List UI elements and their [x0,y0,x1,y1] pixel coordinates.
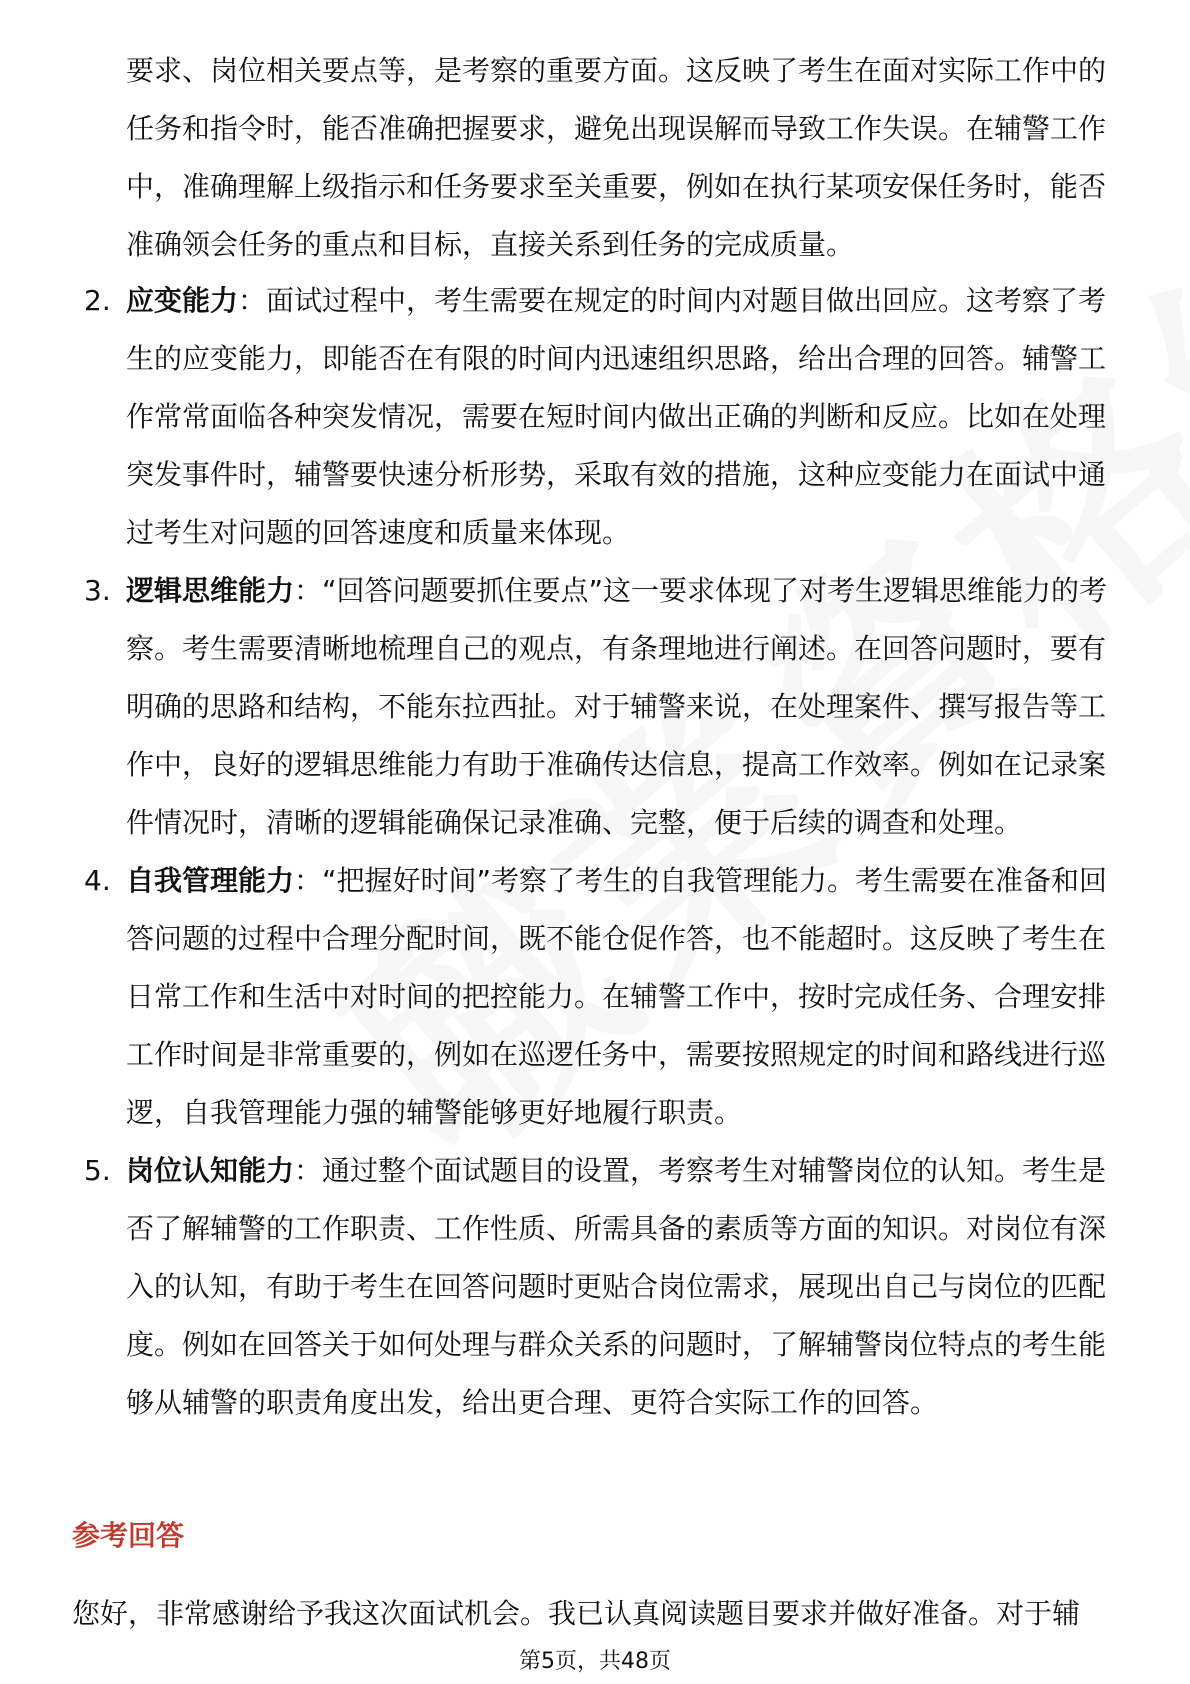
list-item [84,852,1116,1142]
list-item-text: ：“回答问题要抓住要点”这一要求体现了对考生逻辑思维能力的考察。考生需要清晰地梳理自己的观点，有条理地进行阐述。在回答问题时，要有明确的思路和结构，不能东拉西扯。对于辅警来说，在处理案件、撰写报告等工作中，良好的逻辑思维能力有助于准确传达信息，提高工作效率。例如在记录案件情况时，清晰的逻辑能确保记录准确、完整，便于后续的调查和处理。 [126,574,1108,839]
list-item-term: 逻辑思维能力 [126,574,295,607]
intro-paragraph: 要求、岗位相关要点等，是考察的重要方面。这反映了考生在面对实际工作中的任务和指令时，能否准确把握要求，避免出现误解而导致工作失误。在辅警工作中，准确理解上级指示和任务要求至关重要，例如在执行某项安保任务时，能否准确领会任务的重点和目标，直接关系到任务的完成质量。 [126,54,1107,261]
list-item-text: ：通过整个面试题目的设置，考察考生对辅警岗位的认知。考生是否了解辅警的工作职责、工作性质、所需具备的素质等方面的知识。对岗位有深入的认知，有助于考生在回答问题时更贴合岗位需求，展现出自己与岗位的匹配度。例如在回答关于如何处理与群众关系的问题时，了解辅警岗位特点的考生能够从辅警的职责角度出发，给出更合理、更符合实际工作的回答。 [126,1154,1107,1419]
list-item-number: 4. [84,864,111,897]
list-item-term: 岗位认知能力 [126,1154,295,1187]
list-item-text: ：“把握好时间”考察了考生的自我管理能力。考生需要在准备和回答问题的过程中合理分配时间，既不能仓促作答，也不能超时。这反映了考生在日常工作和生活中对时间的把控能力。在辅警工作中，按时完成任务、合理安排工作时间是非常重要的，例如在巡逻任务中，需要按照规定的时间和路线进行巡逻，自我管理能力强的辅警能够更好地履行职责。 [126,864,1108,1129]
list-item [84,1142,1116,1432]
list-item [84,562,1116,852]
answer-paragraph: 您好，非常感谢给予我这次面试机会。我已认真阅读题目要求并做好准备。对于辅 [72,1597,1081,1630]
list-item-number: 5. [84,1154,111,1187]
list-item [84,272,1116,562]
competency-list [84,272,1116,1432]
list-item-text: ：面试过程中，考生需要在规定的时间内对题目做出回应。这考察了考生的应变能力，即能否在有限的时间内迅速组织思路，给出合理的回答。辅警工作常常面临各种突发情况，需要在短时间内做出正确的判断和反应。比如在处理突发事件时，辅警要快速分析形势，采取有效的措施，这种应变能力在面试中通过考生对问题的回答速度和质量来体现。 [126,284,1107,549]
section-title: 参考回答 [72,1519,185,1552]
list-item-term: 自我管理能力 [126,864,295,897]
list-item-number: 2. [84,284,111,317]
list-item-term: 应变能力 [126,284,239,317]
page-footer: 第5页，共48页 [519,1649,671,1674]
list-item-number: 3. [84,574,111,607]
